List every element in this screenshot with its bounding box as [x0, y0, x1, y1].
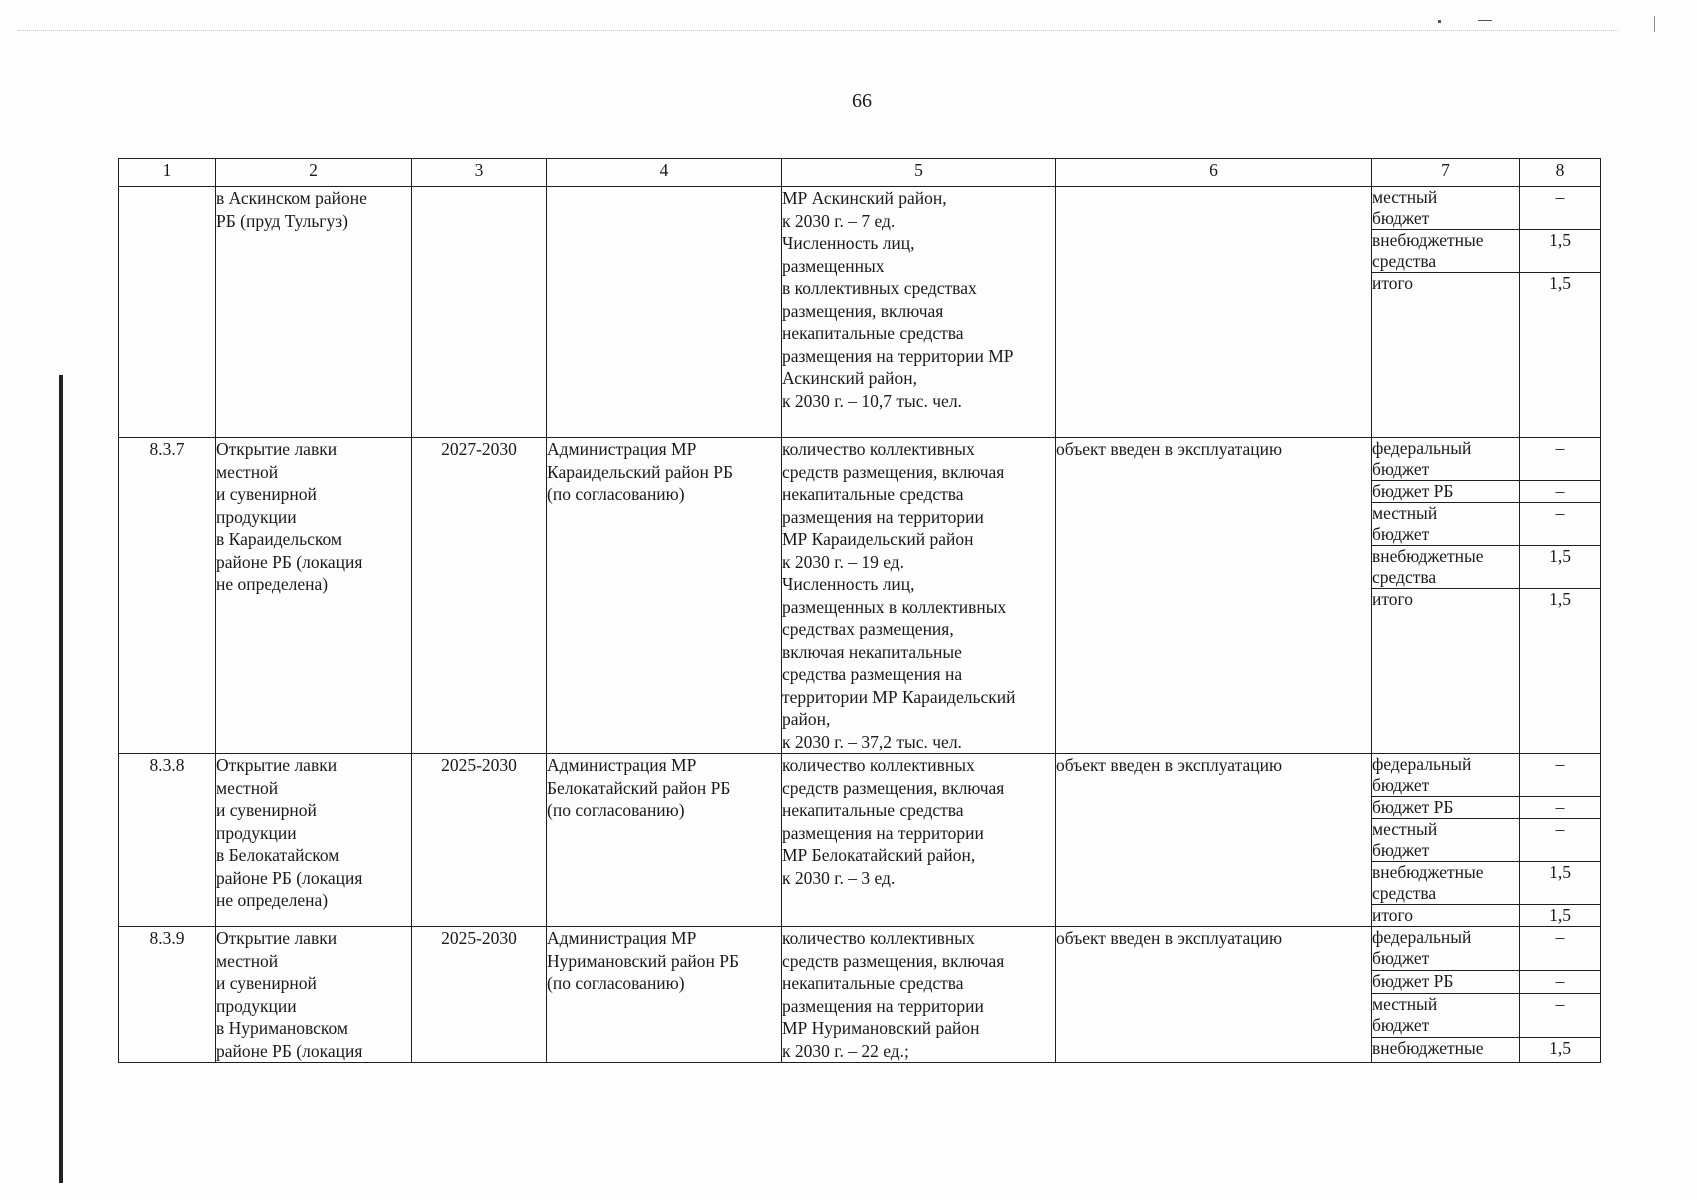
header-row [119, 159, 1601, 187]
item-number-cell: 8.3.7 [119, 438, 216, 754]
funding-source-cell: внебюджетные [1372, 1038, 1520, 1063]
funding-source-cell: итого [1372, 589, 1520, 754]
table-row [119, 754, 1601, 797]
item-number-cell: 8.3.9 [119, 927, 216, 1063]
table-row [119, 438, 1601, 481]
funding-value-cell: – [1520, 797, 1601, 819]
funding-value-cell: 1,5 [1520, 589, 1601, 754]
funding-source-cell: федеральный бюджет [1372, 927, 1520, 971]
funding-value-cell: – [1520, 503, 1601, 546]
executor-cell [547, 187, 782, 438]
funding-value-cell: – [1520, 971, 1601, 994]
indicator-cell: количество коллективных средств размещения, включая некапитальные средства размещения на территории МР Нуримановский район к 2030 г. – 22 ед.; [782, 927, 1056, 1063]
funding-value-cell: 1,5 [1520, 230, 1601, 273]
scan-artifact-top-line [18, 30, 1618, 31]
measure-name-cell: Открытие лавки местной и сувенирной продукции в Нуримановском районе РБ (локация [216, 927, 412, 1063]
program-table [118, 158, 1601, 1063]
funding-value-cell: 1,5 [1520, 905, 1601, 927]
page-number: 66 [852, 90, 872, 112]
measure-name-cell: Открытие лавки местной и сувенирной продукции в Караидельском районе РБ (локация не определена) [216, 438, 412, 754]
funding-source-cell: местный бюджет [1372, 993, 1520, 1037]
table-row [119, 927, 1601, 971]
funding-source-cell: внебюджетные средства [1372, 546, 1520, 589]
funding-source-cell: бюджет РБ [1372, 971, 1520, 994]
executor-cell: Администрация МР Белокатайский район РБ (по согласованию) [547, 754, 782, 927]
funding-source-cell: внебюджетные средства [1372, 862, 1520, 905]
header-cell: 3 [412, 159, 547, 187]
funding-source-cell: федеральный бюджет [1372, 754, 1520, 797]
header-cell: 8 [1520, 159, 1601, 187]
funding-value-cell: – [1520, 819, 1601, 862]
funding-value-cell: 1,5 [1520, 546, 1601, 589]
item-number-cell [119, 187, 216, 438]
funding-source-cell: местный бюджет [1372, 187, 1520, 230]
result-cell: объект введен в эксплуатацию [1056, 927, 1372, 1063]
indicator-cell: количество коллективных средств размещения, включая некапитальные средства размещения на территории МР Белокатайский район, к 2030 г. – 3 ед. [782, 754, 1056, 927]
funding-value-cell: 1,5 [1520, 1038, 1601, 1063]
funding-source-cell: бюджет РБ [1372, 481, 1520, 503]
measure-name-cell: Открытие лавки местной и сувенирной продукции в Белокатайском районе РБ (локация не определена) [216, 754, 412, 927]
header-cell: 1 [119, 159, 216, 187]
funding-source-cell: местный бюджет [1372, 819, 1520, 862]
header-cell: 2 [216, 159, 412, 187]
result-cell [1056, 187, 1372, 438]
funding-source-cell: внебюджетные средства [1372, 230, 1520, 273]
funding-source-cell: федеральный бюджет [1372, 438, 1520, 481]
executor-cell: Администрация МР Караидельский район РБ (по согласованию) [547, 438, 782, 754]
header-cell: 6 [1056, 159, 1372, 187]
result-cell: объект введен в эксплуатацию [1056, 438, 1372, 754]
indicator-cell: количество коллективных средств размещения, включая некапитальные средства размещения на территории МР Караидельский район к 2030 г. – 19 ед. Численность лиц, размещенных в коллективных средствах размещения, включая некапитальные средства размещения на территории МР Караидельский район, к 2030 г. – 37,2 тыс. чел. [782, 438, 1056, 754]
funding-value-cell: – [1520, 187, 1601, 230]
scan-artifact-mark [1478, 20, 1492, 21]
period-cell: 2027-2030 [412, 438, 547, 754]
period-cell: 2025-2030 [412, 927, 547, 1063]
item-number-cell: 8.3.8 [119, 754, 216, 927]
header-cell: 7 [1372, 159, 1520, 187]
funding-value-cell: 1,5 [1520, 862, 1601, 905]
indicator-cell: МР Аскинский район, к 2030 г. – 7 ед. Численность лиц, размещенных в коллективных средствах размещения, включая некапитальные средства размещения на территории МР Аскинский район, к 2030 г. – 10,7 тыс. чел. [782, 187, 1056, 438]
measure-name-cell: в Аскинском районе РБ (пруд Тульгуз) [216, 187, 412, 438]
period-cell [412, 187, 547, 438]
funding-source-cell: итого [1372, 905, 1520, 927]
funding-value-cell: – [1520, 754, 1601, 797]
funding-value-cell: – [1520, 481, 1601, 503]
scan-artifact-mark [1654, 16, 1655, 32]
funding-source-cell: местный бюджет [1372, 503, 1520, 546]
funding-value-cell: 1,5 [1520, 273, 1601, 438]
executor-cell: Администрация МР Нуримановский район РБ (по согласованию) [547, 927, 782, 1063]
funding-value-cell: – [1520, 927, 1601, 971]
funding-source-cell: бюджет РБ [1372, 797, 1520, 819]
header-cell: 4 [547, 159, 782, 187]
header-cell: 5 [782, 159, 1056, 187]
funding-value-cell: – [1520, 993, 1601, 1037]
period-cell: 2025-2030 [412, 754, 547, 927]
funding-value-cell: – [1520, 438, 1601, 481]
funding-source-cell: итого [1372, 273, 1520, 438]
scan-artifact-mark [1438, 20, 1441, 23]
table-row [119, 187, 1601, 230]
scan-artifact-left-bar [59, 375, 63, 1183]
result-cell: объект введен в эксплуатацию [1056, 754, 1372, 927]
